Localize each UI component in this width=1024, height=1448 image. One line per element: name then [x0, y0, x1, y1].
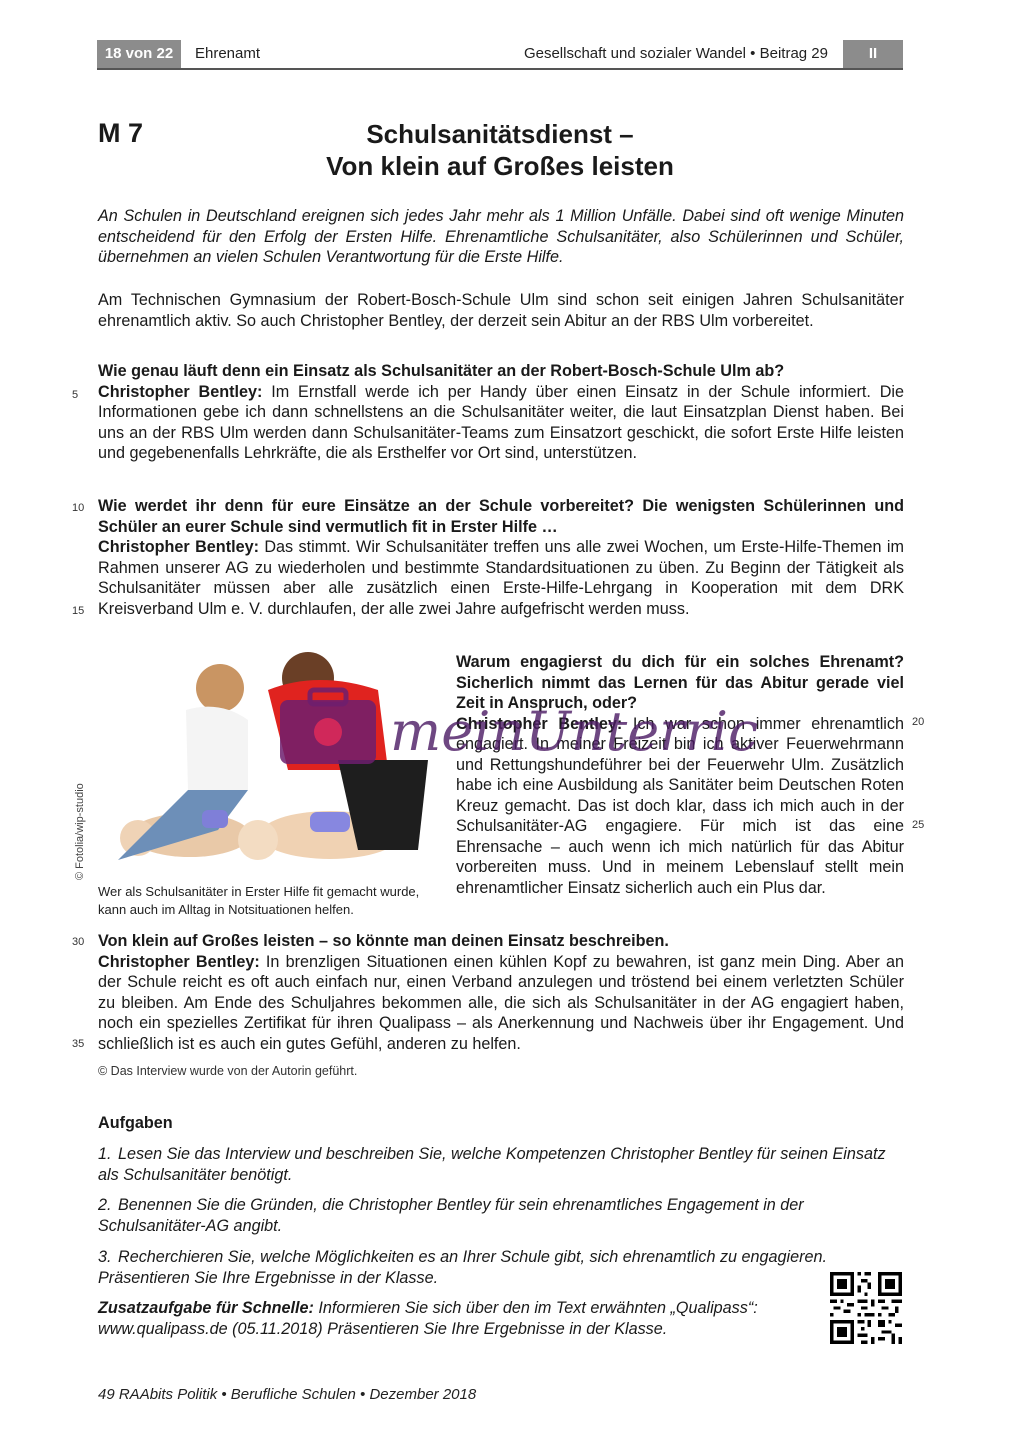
page-title	[250, 118, 750, 182]
tasks-heading: Aufgaben	[98, 1114, 173, 1132]
header-topic: Ehrenamt	[195, 45, 261, 62]
task-number: 3.	[98, 1248, 112, 1266]
material-label: M 7	[98, 118, 144, 148]
qa-block-4	[98, 931, 904, 1054]
qr-code-icon	[830, 1272, 902, 1344]
task-item	[98, 1144, 904, 1185]
speaker-label: Christopher Bentley:	[98, 538, 259, 556]
article-number: Beitrag 29	[759, 45, 828, 62]
question-4: Von klein auf Großes leisten – so könnte man deinen Einsatz beschreiben.	[98, 932, 669, 950]
line-number: 25	[912, 819, 925, 831]
speaker-label: Christopher Bentley:	[456, 714, 623, 733]
header-rule	[97, 68, 903, 70]
task-item	[98, 1195, 904, 1236]
task-text: Lesen Sie das Interview und beschreiben Sie, welche Kompetenzen Christopher Bentley für seinen Einsatz als Schulsanitäter benötigt.	[98, 1145, 886, 1184]
answer-4: In brenzligen Situationen einen kühlen Kopf zu bewahren, ist ganz mein Ding. Aber an der Schule reicht es oft auch einfach nur, einen Verband anzulegen und tröstend bei einem verletzten Schüler zu bleiben. Am Ende des Schuljahres bekommen alle, die sich als Schulsanitäter in der AG engagiert haben, noch ein spezielles Zertifikat für ihren Qualipass – als Anerkennung und Nachweis über ihr Engagement. Und schließlich ist es auch ein gutes Gefühl, anderen zu helfen.	[98, 952, 904, 1053]
extra-task-label: Zusatzaufgabe für Schnelle:	[98, 1299, 314, 1317]
qa-block-2	[98, 496, 904, 619]
page-footer: 49 RAAbits Politik • Berufliche Schulen • Dezember 2018	[98, 1386, 477, 1403]
task-text: Recherchieren Sie, welche Möglichkeiten es an Ihrer Schule gibt, sich ehrenamtlich zu engagieren. Präsentieren Sie Ihre Ergebnisse in der Klasse.	[98, 1248, 828, 1287]
title-line-2: Von klein auf Großes leisten	[326, 151, 674, 181]
question-2: Wie werdet ihr denn für eure Einsätze an der Schule vorbereitet? Die wenigsten Schülerinnen und Schüler an eurer Schule sind vermutlich fit in Erster Hilfe …	[98, 497, 904, 536]
task-text: Benennen Sie die Gründen, die Christopher Bentley für sein ehrenamtliches Engagement in der Schulsanitäter-AG angibt.	[98, 1196, 804, 1235]
extra-task-text: Informieren Sie sich über den im Text erwähnten „Qualipass“: www.qualipass.de (05.11.2018) Präsentieren Sie Ihre Ergebnisse in der Klasse.	[98, 1299, 758, 1338]
qa-block-3	[456, 652, 904, 898]
line-number: 35	[72, 1038, 85, 1050]
task-number: 1.	[98, 1145, 112, 1163]
speaker-label: Christopher Bentley:	[98, 382, 263, 401]
series-title: Gesellschaft und sozialer Wandel	[523, 45, 746, 62]
cpr-illustration	[98, 650, 444, 878]
line-number: 15	[72, 605, 85, 617]
header-series	[524, 40, 828, 68]
task-number: 2.	[98, 1196, 112, 1214]
question-3: Warum engagierst du dich für ein solches Ehrenamt? Sicherlich nimmt das Lernen für das Abitur gerade viel Zeit in Anspruch, oder?	[456, 653, 904, 712]
line-number: 10	[72, 502, 85, 514]
qr-code[interactable]	[830, 1272, 902, 1344]
line-number: 30	[72, 936, 85, 948]
answer-2: Das stimmt. Wir Schulsanitäter treffen uns alle zwei Wochen, um Erste-Hilfe-Themen im Rahmen unserer AG zu wiederholen und bestimmte Standardsituationen zu üben. Zu Beginn der Tätigkeit als Schulsanitäter müssen aber alle zusätzlich einen Erste-Hilfe-Lehrgang in Kooperation mit dem DRK Kreisverband Ulm e. V. durchlaufen, der alle zwei Jahre aufgefrischt werden muss.	[98, 538, 904, 618]
interview-source: © Das Interview wurde von der Autorin geführt.	[98, 1064, 358, 1078]
page-header	[97, 40, 903, 68]
photo-caption: Wer als Schulsanitäter in Erster Hilfe fit gemacht wurde, kann auch im Alltag in Notsituationen helfen.	[98, 884, 420, 917]
answer-1: Im Ernstfall werde ich per Handy über einen Einsatz in der Schule informiert. Die Informationen gebe ich dann schnellstens an die Schulsanitäter weiter, die laut Einsatzplan Dienst haben. Bei uns an der RBS Ulm werden dann Schulsanitäter-Teams zum Einsatzort geschickt, die sofort Erste Hilfe leisten und gegebenenfalls Lehrkräfte, die als Ersthelfer vor Ort sind, unterstützen.	[98, 382, 904, 462]
speaker-label: Christopher Bentley:	[98, 952, 260, 971]
intro-text: An Schulen in Deutschland ereignen sich jedes Jahr mehr als 1 Million Unfälle. Dabei sind oft wenige Minuten entscheidend für den Erfolg der Ersten Hilfe. Ehrenamtliche Schulsanitäter, also Schülerinnen und Schüler, übernehmen an vielen Schulen Verantwortung für die Erste Hilfe.	[98, 207, 904, 266]
answer-3: Ich war schon immer ehrenamtlich engagiert. In meiner Freizeit bin ich aktiver Feuerwehrmann und Rettungshundeführer bei der Feuerwehr Ulm. Zusätzlich habe ich eine Ausbildung als Sanitäter beim Deutschen Roten Kreuz gemacht. Das ist doch klar, dass ich mich auch in der Schulsanitäter-AG engagiere. Für mich ist das eine Ehrensache – auch wenn ich mich natürlich für das Abitur vorbereiten muss. Und in meinem Lebenslauf stellt mein ehrenamtlicher Einsatz sicherlich auch ein Plus dar.	[456, 714, 904, 897]
line-number: 20	[912, 716, 925, 728]
question-1: Wie genau läuft denn ein Einsatz als Schulsanitäter an der Robert-Bosch-Schule Ulm ab?	[98, 362, 785, 380]
title-line-1: Schulsanitätsdienst –	[366, 119, 634, 149]
intro-paragraph: Am Technischen Gymnasium der Robert-Bosch-Schule Ulm sind schon seit einigen Jahren Schulsanitäter ehrenamtlich aktiv. So auch Christopher Bentley, der derzeit sein Abitur an der RBS Ulm vorbereitet.	[98, 291, 904, 330]
extra-task	[98, 1298, 818, 1339]
qa-block-1	[98, 361, 904, 464]
photo-credit: © Fotolia/wip-studio	[74, 783, 86, 880]
page-counter: 18 von 22	[97, 40, 181, 68]
watermark-text: meinUnterric	[390, 700, 759, 763]
cpr-photo	[98, 650, 444, 878]
line-number: 5	[72, 389, 79, 401]
level-badge: II	[843, 40, 903, 68]
task-item	[98, 1247, 904, 1288]
header-bullet: •	[750, 45, 756, 62]
